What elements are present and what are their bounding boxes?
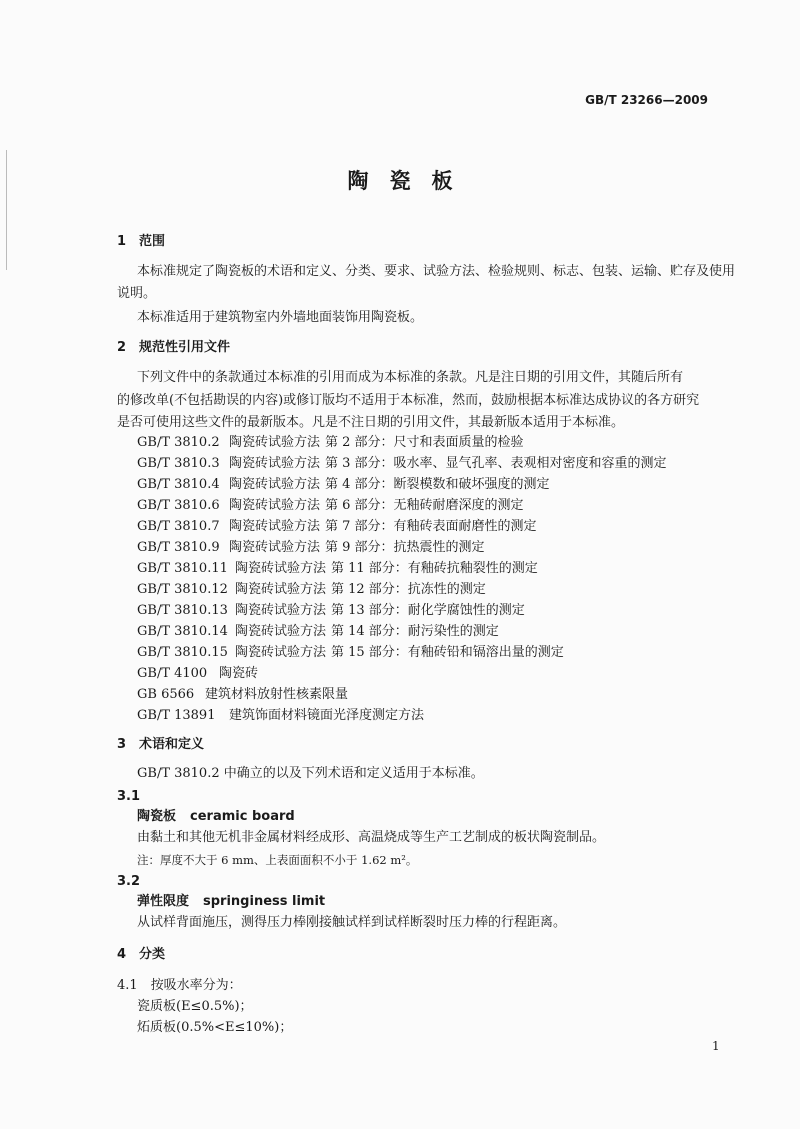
reference-code: GB/T 3810.11 bbox=[137, 561, 228, 576]
scan-edge bbox=[6, 150, 7, 270]
definition: 由黏土和其他无机非金属材料经成形、高温烧成等生产工艺制成的板状陶瓷制品。 bbox=[137, 830, 606, 845]
term-en: ceramic board bbox=[190, 809, 295, 824]
reference-title: 建筑材料放射性核素限量 bbox=[205, 687, 349, 702]
reference-title: 陶瓷砖试验方法 bbox=[229, 435, 321, 450]
reference-code: GB/T 3810.15 bbox=[137, 645, 228, 660]
clause-number: 3.1 bbox=[117, 789, 141, 804]
page-number: 1 bbox=[712, 1039, 720, 1053]
section-1-heading: 1 范围 bbox=[117, 234, 166, 249]
list-item: 炻质板(0.5%<E≤10%)； bbox=[137, 1020, 293, 1035]
reference-item bbox=[137, 687, 348, 703]
paragraph: 本标准规定了陶瓷板的术语和定义、分类、要求、试验方法、检验规则、标志、包装、运输、贮存及使用 bbox=[137, 264, 736, 279]
reference-code: GB/T 3810.2 bbox=[137, 435, 220, 450]
reference-part: 第 15 部分：有釉砖铅和镉溶出量的测定 bbox=[331, 645, 564, 660]
paragraph: GB/T 3810.2 中确立的以及下列术语和定义适用于本标准。 bbox=[137, 766, 484, 781]
reference-title: 陶瓷砖试验方法 bbox=[235, 561, 327, 576]
reference-item bbox=[137, 561, 538, 577]
paragraph: 下列文件中的条款通过本标准的引用而成为本标准的条款。凡是注日期的引用文件，其随后所有 bbox=[137, 370, 684, 385]
clause-4-1: 4.1 按吸水率分为： bbox=[117, 978, 242, 993]
note: 注：厚度不大于 6 mm、上表面面积不小于 1.62 m²。 bbox=[137, 853, 418, 867]
reference-code: GB/T 3810.14 bbox=[137, 624, 228, 639]
paragraph: 本标准适用于建筑物室内外墙地面装饰用陶瓷板。 bbox=[137, 310, 424, 325]
term bbox=[137, 809, 295, 825]
paragraph: 是否可使用这些文件的最新版本。凡是不注日期的引用文件，其最新版本适用于本标准。 bbox=[117, 415, 625, 430]
reference-code: GB/T 3810.6 bbox=[137, 498, 220, 513]
reference-part: 第 2 部分：尺寸和表面质量的检验 bbox=[325, 435, 524, 450]
reference-item bbox=[137, 435, 524, 451]
reference-item bbox=[137, 708, 424, 724]
reference-code: GB/T 3810.13 bbox=[137, 603, 228, 618]
term bbox=[137, 894, 325, 910]
reference-code: GB/T 13891 bbox=[137, 708, 216, 723]
term-zh: 弹性限度 bbox=[137, 894, 190, 909]
reference-code: GB/T 3810.7 bbox=[137, 519, 220, 534]
reference-part: 第 9 部分：抗热震性的测定 bbox=[325, 540, 485, 555]
reference-title: 陶瓷砖试验方法 bbox=[235, 603, 327, 618]
reference-item bbox=[137, 645, 564, 661]
reference-part: 第 4 部分：断裂模数和破坏强度的测定 bbox=[325, 477, 550, 492]
term-en: springiness limit bbox=[203, 894, 326, 909]
reference-code: GB/T 3810.12 bbox=[137, 582, 228, 597]
reference-code: GB/T 3810.3 bbox=[137, 456, 220, 471]
reference-code: GB/T 4100 bbox=[137, 666, 208, 681]
reference-code: GB/T 3810.9 bbox=[137, 540, 220, 555]
reference-title: 陶瓷砖试验方法 bbox=[229, 540, 321, 555]
reference-item bbox=[137, 456, 667, 472]
reference-title: 陶瓷砖试验方法 bbox=[235, 624, 327, 639]
reference-part: 第 11 部分：有釉砖抗釉裂性的测定 bbox=[331, 561, 538, 576]
reference-title: 陶瓷砖试验方法 bbox=[235, 582, 327, 597]
reference-item bbox=[137, 540, 485, 556]
reference-title: 陶瓷砖试验方法 bbox=[229, 519, 321, 534]
reference-part: 第 14 部分：耐污染性的测定 bbox=[331, 624, 499, 639]
reference-part: 第 3 部分：吸水率、显气孔率、表观相对密度和容重的测定 bbox=[325, 456, 667, 471]
reference-item bbox=[137, 477, 550, 493]
section-2-heading: 2 规范性引用文件 bbox=[117, 340, 231, 355]
reference-part: 第 13 部分：耐化学腐蚀性的测定 bbox=[331, 603, 525, 618]
reference-title: 陶瓷砖试验方法 bbox=[235, 645, 327, 660]
reference-part: 第 12 部分：抗冻性的测定 bbox=[331, 582, 486, 597]
reference-part: 第 7 部分：有釉砖表面耐磨性的测定 bbox=[325, 519, 537, 534]
reference-item bbox=[137, 603, 525, 619]
paragraph: 说明。 bbox=[117, 286, 157, 301]
reference-code: GB/T 3810.4 bbox=[137, 477, 220, 492]
page-title: 陶 瓷 板 bbox=[347, 169, 453, 193]
reference-title: 建筑饰面材料镜面光泽度测定方法 bbox=[229, 708, 425, 723]
reference-title: 陶瓷砖 bbox=[219, 666, 259, 681]
definition: 从试样背面施压，测得压力棒刚接触试样到试样断裂时压力棒的行程距离。 bbox=[137, 915, 567, 930]
reference-part: 第 6 部分：无釉砖耐磨深度的测定 bbox=[325, 498, 524, 513]
clause-number: 3.2 bbox=[117, 874, 141, 889]
reference-item bbox=[137, 666, 258, 682]
section-3-heading: 3 术语和定义 bbox=[117, 737, 205, 752]
paragraph: 的修改单(不包括勘误的内容)或修订版均不适用于本标准，然而，鼓励根据本标准达成协议的各方研究 bbox=[117, 393, 700, 408]
reference-code: GB 6566 bbox=[137, 687, 195, 702]
reference-title: 陶瓷砖试验方法 bbox=[229, 477, 321, 492]
reference-item bbox=[137, 498, 524, 514]
reference-title: 陶瓷砖试验方法 bbox=[229, 498, 321, 513]
standard-number: GB/T 23266—2009 bbox=[585, 93, 708, 107]
reference-item bbox=[137, 519, 537, 535]
reference-title: 陶瓷砖试验方法 bbox=[229, 456, 321, 471]
reference-item bbox=[137, 582, 486, 598]
section-4-heading: 4 分类 bbox=[117, 947, 166, 962]
reference-item bbox=[137, 624, 499, 640]
list-item: 瓷质板(E≤0.5%)； bbox=[137, 999, 253, 1014]
term-zh: 陶瓷板 bbox=[137, 809, 177, 824]
